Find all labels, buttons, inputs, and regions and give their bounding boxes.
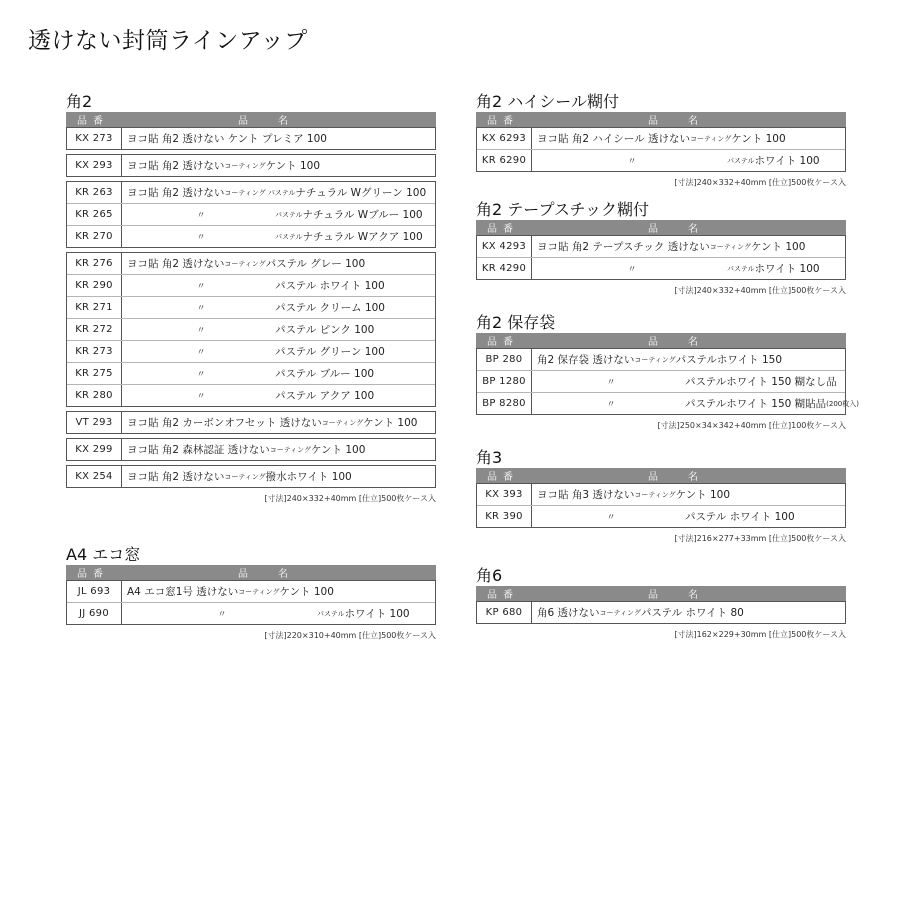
product-code: KX 254 <box>67 466 122 487</box>
name-text: ヨコ貼 角2 透けない <box>127 160 225 172</box>
ditto-mark: 〃 <box>196 326 206 336</box>
table-row <box>477 128 845 149</box>
product-code: KX 6293 <box>477 128 532 149</box>
name-text: ヨコ貼 角2 カーボンオフセット 透けない <box>127 417 322 429</box>
table-row <box>67 274 435 296</box>
name-text: ヨコ貼 角2 ハイシール 透けない <box>537 133 690 145</box>
name-text: ヨコ貼 角2 透けない ケント プレミア 100 <box>127 133 327 145</box>
table-row <box>477 149 845 171</box>
product-name <box>122 204 435 225</box>
ditto-mark: 〃 <box>606 400 616 410</box>
product-name <box>122 439 435 460</box>
table-row <box>67 581 435 602</box>
section-title: 角2 テープスチック糊付 <box>476 200 650 219</box>
table-header <box>66 112 436 127</box>
name-text: ヨコ貼 角2 テープスチック 透けない <box>537 241 710 253</box>
table-header <box>66 565 436 580</box>
name-tail: ナチュラル Wグリーン 100 <box>295 187 427 199</box>
table-header <box>476 468 846 483</box>
table-row <box>67 253 435 274</box>
name-small-after: (200枚入) <box>826 399 859 408</box>
ditto-mark: 〃 <box>196 348 206 358</box>
spec-note: [寸法]216×277+33mm [仕立]500枚ケース入 <box>674 534 846 543</box>
name-small: コーティング <box>269 445 312 454</box>
table-row <box>67 384 435 406</box>
product-code: KR 390 <box>477 506 532 527</box>
name-text: ヨコ貼 角3 透けない <box>537 489 635 501</box>
name-small: コーティング <box>634 490 676 499</box>
name-tail: パステル グリーン 100 <box>275 346 385 358</box>
header-name: 品名 <box>648 224 728 235</box>
name-tail: パステルホワイト 150 糊貼品 <box>685 398 827 410</box>
product-name <box>122 297 435 318</box>
product-code: BP 8280 <box>477 393 532 414</box>
table-header <box>476 220 846 235</box>
product-code: KR 275 <box>67 363 122 384</box>
name-small: コーティング <box>321 418 364 427</box>
spec-note: [寸法]240×332+40mm [仕立]500枚ケース入 <box>264 494 436 503</box>
name-small: コーティング <box>238 587 280 596</box>
header-name: 品名 <box>648 590 728 601</box>
product-code: BP 280 <box>477 349 532 370</box>
name-tail: ケント 100 <box>675 489 731 501</box>
name-text: ヨコ貼 角2 透けない <box>127 471 225 483</box>
name-text: A4 エコ窓1号 透けない <box>127 586 239 598</box>
name-tail: パステル クリーム 100 <box>275 302 385 314</box>
table-header <box>476 112 846 127</box>
table-row <box>67 439 435 460</box>
product-name <box>122 581 435 602</box>
section-kaku6 <box>476 566 846 640</box>
name-text: ヨコ貼 角2 透けない <box>127 258 225 270</box>
table-row <box>477 257 845 279</box>
product-code: JJ 690 <box>67 603 122 624</box>
name-tail: パステル ホワイト 100 <box>685 511 795 523</box>
name-text: ヨコ貼 角2 透けない <box>127 187 225 199</box>
section-a4eco <box>66 545 436 641</box>
product-name <box>122 253 435 274</box>
name-tail: パステル アクア 100 <box>275 390 375 402</box>
name-small: パステル <box>275 210 303 219</box>
product-code: KR 272 <box>67 319 122 340</box>
ditto-mark: 〃 <box>606 378 616 388</box>
product-name <box>532 128 845 149</box>
name-small: コーティング <box>599 608 641 617</box>
product-name <box>532 349 845 370</box>
section-title: 角2 ハイシール糊付 <box>476 92 619 111</box>
product-group <box>476 601 846 624</box>
ditto-mark: 〃 <box>606 513 616 523</box>
header-code: 品番 <box>487 337 519 348</box>
header-code: 品番 <box>487 472 519 483</box>
name-tail: ナチュラル Wアクア 100 <box>302 231 423 243</box>
product-code: KX 4293 <box>477 236 532 257</box>
table-header <box>476 586 846 601</box>
table-row <box>67 128 435 149</box>
section-kaku2tape <box>476 200 846 296</box>
product-code: KR 276 <box>67 253 122 274</box>
product-name <box>532 393 859 414</box>
spec-note: [寸法]240×332+40mm [仕立]500枚ケース入 <box>674 286 846 295</box>
header-code: 品番 <box>77 569 109 580</box>
product-code: KR 4290 <box>477 258 532 279</box>
product-code: JL 693 <box>67 581 122 602</box>
ditto-mark: 〃 <box>196 282 206 292</box>
header-code: 品番 <box>487 224 519 235</box>
spec-note: [寸法]240×332+40mm [仕立]500枚ケース入 <box>674 178 846 187</box>
spec-note: [寸法]162×229+30mm [仕立]500枚ケース入 <box>674 630 846 639</box>
name-small: コーティング <box>224 259 266 268</box>
table-row <box>477 505 845 527</box>
name-tail: パステル グレー 100 <box>265 258 366 270</box>
table-row <box>67 225 435 247</box>
section-title: 角2 保存袋 <box>476 313 556 332</box>
table-row <box>67 318 435 340</box>
header-code: 品番 <box>487 116 519 127</box>
table-row <box>67 362 435 384</box>
product-code: KR 270 <box>67 226 122 247</box>
ditto-mark: 〃 <box>627 157 637 167</box>
table-row <box>477 392 859 414</box>
table-row <box>67 203 435 225</box>
product-group <box>66 438 436 461</box>
product-name <box>122 275 435 296</box>
product-code: VT 293 <box>67 412 122 433</box>
product-name <box>122 182 435 203</box>
product-code: KX 393 <box>477 484 532 505</box>
name-small: コーティング <box>224 161 266 170</box>
table-header <box>476 333 846 348</box>
name-tail: ナチュラル Wブルー 100 <box>302 209 423 221</box>
ditto-mark: 〃 <box>196 304 206 314</box>
table-row <box>67 296 435 318</box>
product-code: KR 265 <box>67 204 122 225</box>
section-kaku2 <box>66 92 436 504</box>
table-row <box>67 466 435 487</box>
page-title: 透けない封筒ラインアップ <box>28 28 308 54</box>
name-tail: ケント 100 <box>265 160 321 172</box>
ditto-mark: 〃 <box>217 610 227 620</box>
table-row <box>67 412 435 433</box>
name-tail: ホワイト 100 <box>754 155 820 167</box>
name-tail: ホワイト 100 <box>344 608 410 620</box>
name-tail: ホワイト 100 <box>754 263 820 275</box>
name-tail: ケント 100 <box>311 444 366 456</box>
product-name <box>122 603 435 624</box>
section-kaku2hozon <box>476 313 859 431</box>
product-code: KX 273 <box>67 128 122 149</box>
product-code: BP 1280 <box>477 371 532 392</box>
product-name <box>122 466 435 487</box>
name-small: パステル <box>275 232 303 241</box>
product-name <box>122 363 435 384</box>
name-tail: パステル ホワイト 100 <box>275 280 385 292</box>
name-tail: パステルホワイト 150 <box>675 354 783 366</box>
product-name <box>532 258 845 279</box>
product-code: KR 290 <box>67 275 122 296</box>
name-tail: ケント 100 <box>731 133 786 145</box>
section-kaku3 <box>476 448 846 544</box>
section-title: 角3 <box>476 448 503 467</box>
name-tail: ケント 100 <box>279 586 334 598</box>
product-name <box>532 602 845 623</box>
product-group <box>66 580 436 625</box>
table-row <box>67 602 435 624</box>
section-title: A4 エコ窓 <box>66 545 141 564</box>
product-name <box>532 506 845 527</box>
name-tail: パステル ピンク 100 <box>275 324 375 336</box>
name-small: コーティング <box>689 134 732 143</box>
product-name <box>122 128 435 149</box>
header-name: 品名 <box>238 116 318 127</box>
name-small: コーティング <box>709 242 752 251</box>
product-name <box>532 150 845 171</box>
product-code: KR 263 <box>67 182 122 203</box>
ditto-mark: 〃 <box>196 211 206 221</box>
spec-note: [寸法]220×310+40mm [仕立]500枚ケース入 <box>264 631 436 640</box>
product-group <box>476 483 846 528</box>
name-small: コーティング <box>224 472 266 481</box>
product-name <box>122 385 435 406</box>
product-name <box>532 484 845 505</box>
table-row <box>477 349 845 370</box>
header-code: 品番 <box>487 590 519 601</box>
product-name <box>532 236 845 257</box>
product-name <box>532 371 845 392</box>
product-group <box>476 127 846 172</box>
name-tail: パステル ホワイト 80 <box>640 607 744 619</box>
name-tail: ケント 100 <box>751 241 806 253</box>
product-group <box>66 154 436 177</box>
product-code: KR 271 <box>67 297 122 318</box>
table-row <box>477 484 845 505</box>
name-tail: パステル ブルー 100 <box>275 368 375 380</box>
header-code: 品番 <box>77 116 109 127</box>
table-row <box>477 236 845 257</box>
product-name <box>122 319 435 340</box>
ditto-mark: 〃 <box>196 233 206 243</box>
product-name <box>122 155 435 176</box>
product-group <box>66 181 436 248</box>
header-name: 品名 <box>648 337 728 348</box>
header-name: 品名 <box>238 569 318 580</box>
product-code: KR 280 <box>67 385 122 406</box>
product-name <box>122 341 435 362</box>
name-tail: ケント 100 <box>363 417 418 429</box>
name-small: コーティング パステル <box>224 188 296 197</box>
section-title: 角2 <box>66 92 93 111</box>
section-title: 角6 <box>476 566 503 585</box>
name-small: パステル <box>317 609 345 618</box>
ditto-mark: 〃 <box>196 370 206 380</box>
product-group <box>476 235 846 280</box>
table-row <box>477 602 845 623</box>
product-name <box>122 412 435 433</box>
product-group <box>66 127 436 150</box>
product-code: KR 6290 <box>477 150 532 171</box>
product-group <box>66 411 436 434</box>
product-code: KR 273 <box>67 341 122 362</box>
table-row <box>67 155 435 176</box>
ditto-mark: 〃 <box>627 265 637 275</box>
ditto-mark: 〃 <box>196 392 206 402</box>
name-small: パステル <box>727 264 755 273</box>
name-tail: 撥水ホワイト 100 <box>265 471 352 483</box>
table-row <box>477 370 845 392</box>
table-row <box>67 340 435 362</box>
product-group <box>476 348 859 415</box>
name-tail: パステルホワイト 150 糊なし品 <box>685 376 837 388</box>
name-small: コーティング <box>634 355 676 364</box>
section-kaku2hiseal <box>476 92 846 188</box>
name-text: 角6 透けない <box>537 607 600 619</box>
product-code: KX 293 <box>67 155 122 176</box>
spec-note: [寸法]250×34×342+40mm [仕立]100枚ケース入 <box>657 421 846 430</box>
name-text: 角2 保存袋 透けない <box>537 354 635 366</box>
product-code: KP 680 <box>477 602 532 623</box>
product-group <box>66 465 436 488</box>
name-small: パステル <box>727 156 755 165</box>
name-text: ヨコ貼 角2 森林認証 透けない <box>127 444 270 456</box>
table-row <box>67 182 435 203</box>
product-name <box>122 226 435 247</box>
header-name: 品名 <box>648 116 728 127</box>
header-name: 品名 <box>648 472 728 483</box>
product-code: KX 299 <box>67 439 122 460</box>
product-group <box>66 252 436 407</box>
